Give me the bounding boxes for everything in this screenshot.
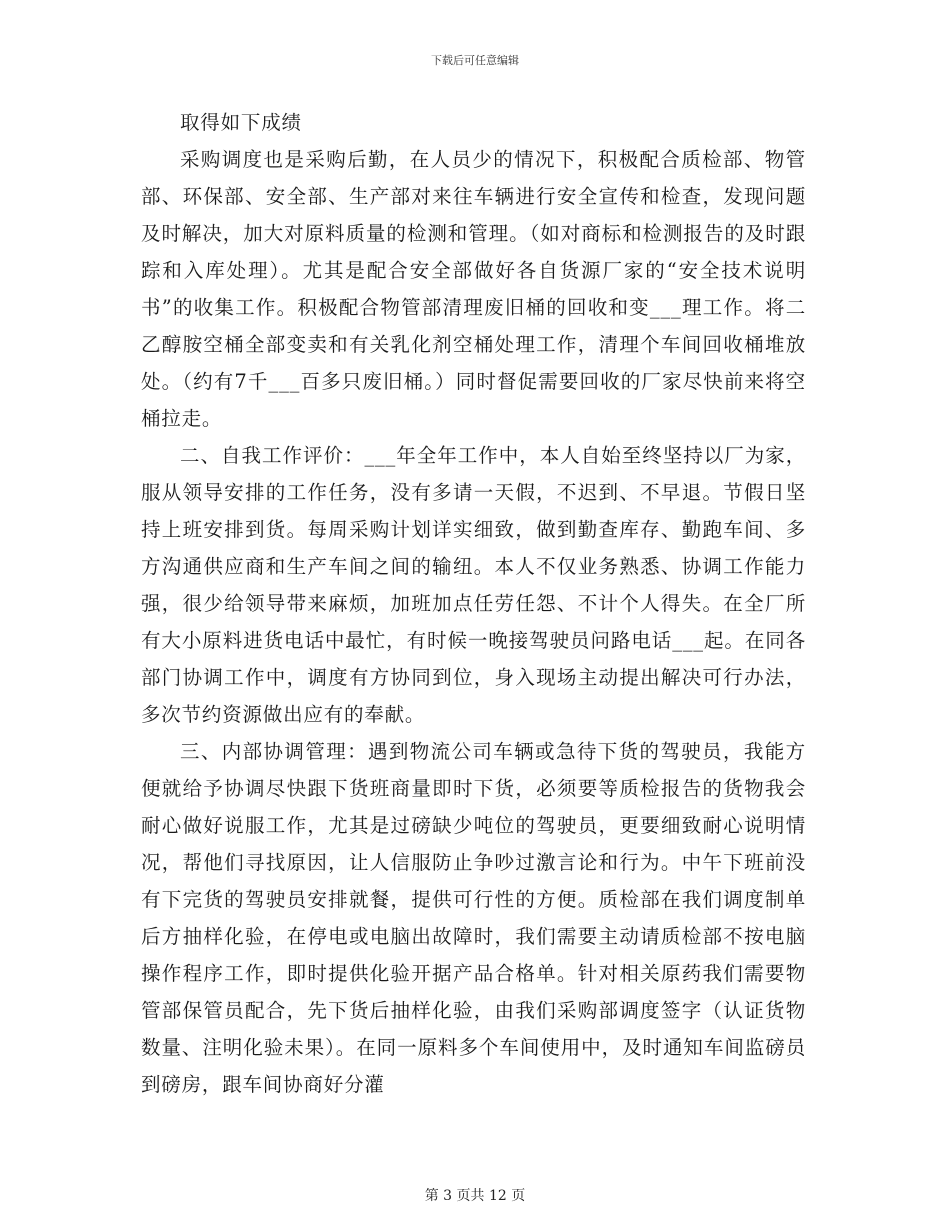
document-body bbox=[141, 104, 806, 1103]
page-header-note: 下载后可任意编辑 bbox=[431, 54, 519, 67]
page-number-footer: 第 3 页共 12 页 bbox=[424, 1188, 526, 1204]
paragraph-4: 三、内部协调管理：遇到物流公司车辆或急待下货的驾驶员，我能方便就给予协调尽快跟下货班商量即时下货，必须要等质检报告的货物我会耐心做好说服工作，尤其是过磅缺少吨位的驾驶员，更要细致耐心说明情况，帮他们寻找原因，让人信服防止争吵过激言论和行为。中午下班前没有下完货的驾驶员安排就餐，提供可行性的方便。质检部在我们调度制单后方抽样化验，在停电或电脑出故障时，我们需要主动请质检部不按电脑操作程序工作，即时提供化验开据产品合格单。针对相关原药我们需要物管部保管员配合，先下货后抽样化验，由我们采购部调度签字（认证货物数量、注明化验未果）。在同一原料多个车间使用中，及时通知车间监磅员到磅房，跟车间协商好分灌 bbox=[141, 740, 806, 1096]
paragraph-3: 二、自我工作评价：___年全年工作中，本人自始至终坚持以厂为家，服从领导安排的工作任务，没有多请一天假，不迟到、不早退。节假日坚持上班安排到货。每周采购计划详实细致，做到勤查库存、勤跑车间、多方沟通供应商和生产车间之间的输纽。本人不仅业务熟悉、协调工作能力强，很少给领导带来麻烦，加班加点任劳任怨、不计个人得失。在全厂所有大小原料进货电话中最忙，有时候一晚接驾驶员问路电话___起。在同各部门协调工作中，调度有方协同到位，身入现场主动提出解决可行办法，多次节约资源做出应有的奉献。 bbox=[141, 444, 806, 726]
paragraph-2: 采购调度也是采购后勤，在人员少的情况下，积极配合质检部、物管部、环保部、安全部、生产部对来往车辆进行安全宣传和检查，发现问题及时解决，加大对原料质量的检测和管理。（如对商标和检测报告的及时跟踪和入库处理）。尤其是配合安全部做好各自货源厂家的“安全技术说明书”的收集工作。积极配合物管部清理废旧桶的回收和变___理工作。将二乙醇胺空桶全部变卖和有关乳化剂空桶处理工作，清理个车间回收桶堆放处。（约有7千___百多只废旧桶。）同时督促需要回收的厂家尽快前来将空桶拉走。 bbox=[141, 148, 806, 430]
paragraph-1: 取得如下成绩 bbox=[180, 111, 302, 134]
